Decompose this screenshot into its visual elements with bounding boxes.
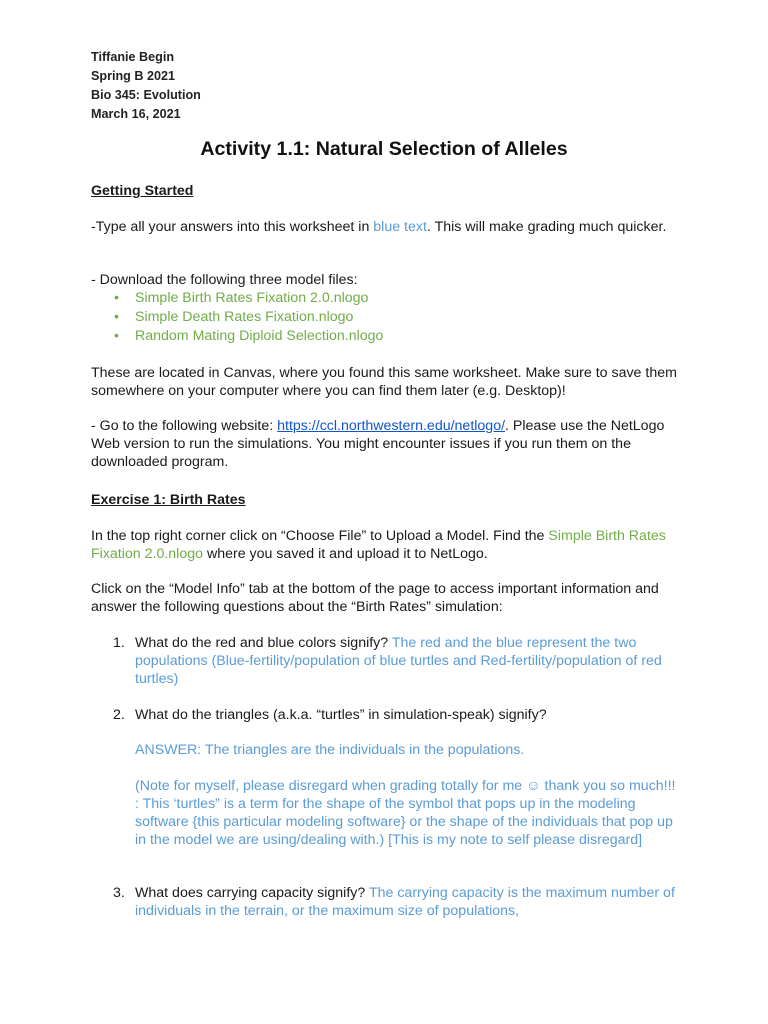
- download-intro: - Download the following three model files:: [91, 272, 358, 288]
- model-file-item: • Simple Birth Rates Fixation 2.0.nlogo: [91, 289, 681, 308]
- getting-started-heading: Getting Started: [91, 183, 194, 199]
- model-file-item: • Simple Death Rates Fixation.nlogo: [91, 308, 681, 327]
- question-text: What do the red and blue colors signify?: [135, 635, 392, 651]
- submission-date: March 16, 2021: [91, 107, 181, 121]
- upload-text-end: where you saved it and upload it to NetLogo.: [203, 546, 488, 562]
- model-filename: Simple Birth Rates Fixation 2.0.nlogo: [91, 528, 666, 562]
- website-text-end: . Please use the NetLogo Web version to run the simulations. You might encounter issues if you run them on the downloaded program.: [91, 418, 665, 470]
- question-number: 2.: [113, 707, 125, 723]
- student-name: Tiffanie Begin: [91, 50, 175, 64]
- canvas-location-paragraph: These are located in Canvas, where you found this same worksheet. Make sure to save them somewhere on your computer where you can find them later (e.g. Desktop)!: [91, 365, 677, 399]
- question-1: [91, 634, 681, 688]
- model-info-paragraph: Click on the “Model Info” tab at the bottom of the page to access important information and answer the following questions about the “Birth Rates” simulation:: [91, 581, 659, 615]
- term: Spring B 2021: [91, 69, 175, 83]
- blue-text-sample: blue text: [373, 219, 427, 235]
- question-text: What does carrying capacity signify?: [135, 885, 369, 901]
- answer-text: The red and the blue represent the two populations (Blue-fertility/population of blue turtles and Red-fertility/population of red turtles): [135, 635, 662, 687]
- instructions-text-end: . This will make grading much quicker.: [426, 219, 667, 235]
- upload-paragraph: [91, 527, 681, 563]
- question-number: 1.: [113, 635, 125, 651]
- instructions-paragraph: [91, 218, 681, 236]
- page-title: Activity 1.1: Natural Selection of Alleles: [200, 138, 568, 160]
- exercise1-heading: Exercise 1: Birth Rates: [91, 492, 246, 508]
- instructions-text: -Type all your answers into this worksheet in: [91, 219, 374, 235]
- model-file-item: • Random Mating Diploid Selection.nlogo: [91, 327, 681, 346]
- model-file-list: [91, 289, 681, 346]
- answer-text: ANSWER: The triangles are the individuals in the populations.: [135, 742, 525, 758]
- answer-text: The carrying capacity is the maximum number of individuals in the terrain, or the maximum size of populations,: [135, 885, 675, 919]
- website-paragraph: [91, 417, 681, 471]
- upload-text: In the top right corner click on “Choose File” to Upload a Model. Find the: [91, 528, 549, 544]
- student-header: [91, 48, 201, 124]
- netlogo-link[interactable]: https://ccl.northwestern.edu/netlogo/: [277, 418, 506, 434]
- website-text: - Go to the following website:: [91, 418, 278, 434]
- note-text: (Note for myself, please disregard when grading totally for me ☺ thank you so much!!! : This ‘turtles” is a term for the shape of the symbol that pops up in the modeling software {this particular modeling software} or the shape of the individuals that pop up in the model we are using/dealing with.) [This is my note to self please disregard]: [135, 778, 676, 848]
- question-3: [91, 884, 681, 920]
- question-2: [91, 706, 681, 849]
- question-text: What do the triangles (a.k.a. “turtles” in simulation-speak) signify?: [135, 707, 547, 723]
- course-name: Bio 345: Evolution: [91, 88, 201, 102]
- question-number: 3.: [113, 885, 125, 901]
